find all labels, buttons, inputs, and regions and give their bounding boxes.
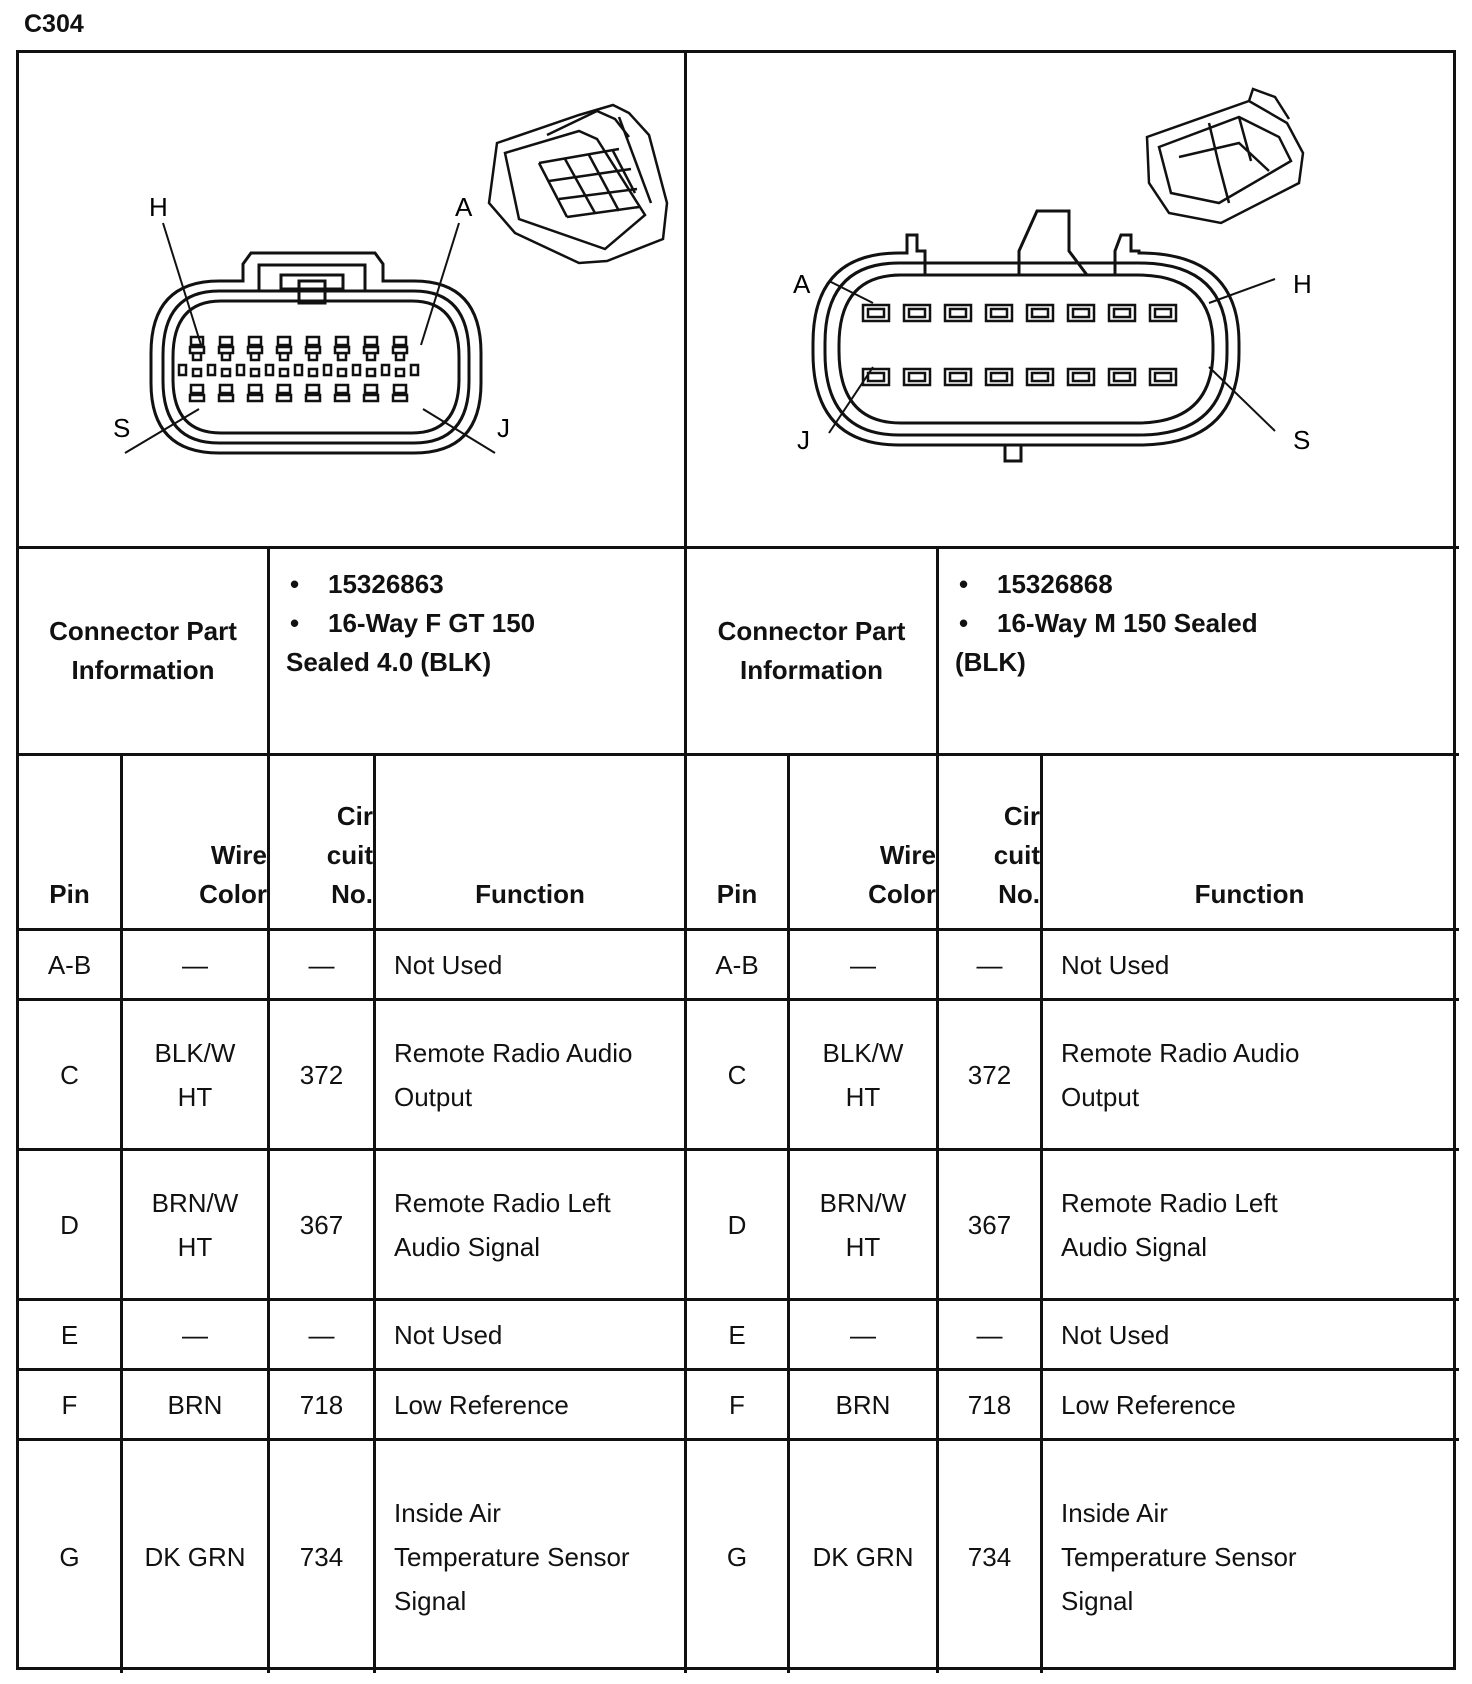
terminal-cavity bbox=[307, 337, 319, 345]
pin-cell bbox=[687, 1441, 787, 1673]
male-connector-diagram bbox=[739, 53, 1459, 549]
terminal-cavity bbox=[306, 347, 320, 353]
pin-cell-text: C bbox=[60, 1059, 79, 1090]
circuit-cell bbox=[270, 1371, 373, 1438]
function-cell-text: Audio Signal bbox=[394, 1231, 540, 1262]
wire-color-cell bbox=[790, 1001, 936, 1148]
pin-label-h-male: H bbox=[1293, 269, 1312, 299]
wire-color-cell-text: — bbox=[850, 949, 876, 980]
pin-cell-text: F bbox=[61, 1389, 78, 1420]
pin-label-a: A bbox=[455, 192, 473, 222]
pin-cell-text: F bbox=[729, 1389, 745, 1420]
function-cell-text: Remote Radio Audio bbox=[1061, 1037, 1300, 1068]
function-cell-text: Low Reference bbox=[394, 1389, 569, 1420]
wire-color-cell bbox=[123, 1001, 267, 1148]
function-cell-text: Temperature Sensor bbox=[394, 1542, 630, 1572]
terminal-cavity bbox=[278, 337, 290, 345]
pin-label-j: J bbox=[497, 413, 510, 443]
pin-cell bbox=[19, 1151, 120, 1298]
wire-color-cell bbox=[123, 1371, 267, 1438]
wire-color-cell bbox=[123, 1441, 267, 1673]
wire-color-cell-text: BLK/W bbox=[154, 1037, 236, 1068]
terminal-cavity bbox=[190, 395, 204, 401]
pin-cell bbox=[687, 1371, 787, 1438]
terminal-cavity bbox=[336, 337, 348, 345]
function-cell-text: Remote Radio Left bbox=[394, 1187, 611, 1218]
pin-cell-text: E bbox=[728, 1319, 746, 1350]
part-description: 16-Way F GT 150 bbox=[328, 608, 536, 638]
terminal-cavity bbox=[309, 369, 317, 376]
part-description-cont: (BLK) bbox=[955, 647, 1026, 677]
part-info-right: • 15326868 • 16-Way M 150 Sealed (BLK) bbox=[939, 549, 1456, 753]
circuit-cell bbox=[270, 1441, 373, 1673]
circuit-cell-text: — bbox=[308, 1319, 335, 1350]
pin-socket-inner bbox=[1032, 373, 1048, 381]
circuit-cell bbox=[270, 1151, 373, 1298]
circuit-cell-text: — bbox=[308, 949, 335, 980]
terminal-cavity bbox=[393, 395, 407, 401]
header-pin: Pin bbox=[49, 879, 90, 909]
circuit-cell-text: 372 bbox=[967, 1059, 1012, 1090]
terminal-key bbox=[266, 365, 273, 375]
function-cell-text: Inside Air bbox=[1061, 1498, 1168, 1528]
function-cell-text: Output bbox=[394, 1081, 473, 1112]
function-cell bbox=[376, 1151, 684, 1298]
header-function: Function bbox=[475, 879, 585, 909]
terminal-cavity bbox=[219, 347, 233, 353]
part-number: 15326868 bbox=[997, 569, 1113, 599]
pin-cell-text: G bbox=[726, 1542, 748, 1572]
male-connector-iso bbox=[1147, 89, 1303, 223]
terminal-cavity bbox=[219, 395, 233, 401]
pin-socket-inner bbox=[1114, 373, 1130, 381]
pin-cell bbox=[687, 1151, 787, 1298]
circuit-cell bbox=[270, 1301, 373, 1368]
function-cell-text: Signal bbox=[394, 1586, 467, 1616]
function-cell bbox=[376, 1301, 684, 1368]
wire-color-cell-text: — bbox=[850, 1319, 876, 1350]
function-cell bbox=[1043, 1301, 1456, 1368]
function-cell bbox=[1043, 931, 1456, 998]
header-wire-color: Wire Color bbox=[868, 840, 936, 909]
terminal-key bbox=[208, 365, 215, 375]
pin-cell-text: E bbox=[60, 1319, 79, 1350]
function-cell-text: Not Used bbox=[1061, 949, 1170, 980]
circuit-cell bbox=[270, 931, 373, 998]
circuit-cell-text: 718 bbox=[299, 1389, 344, 1420]
terminal-cavity bbox=[249, 385, 261, 393]
function-cell-text: Audio Signal bbox=[1061, 1231, 1207, 1262]
pin-socket-inner bbox=[1073, 373, 1089, 381]
terminal-cavity bbox=[364, 395, 378, 401]
wire-color-cell bbox=[123, 1151, 267, 1298]
connector-part-label-right: Connector Part Information bbox=[717, 616, 906, 685]
pin-socket-inner bbox=[991, 373, 1007, 381]
wire-color-cell bbox=[790, 1371, 936, 1438]
function-cell bbox=[376, 1001, 684, 1148]
wire-color-cell-text: HT bbox=[845, 1231, 881, 1262]
terminal-cavity bbox=[220, 337, 232, 345]
circuit-cell bbox=[270, 1001, 373, 1148]
pin-cell-text: D bbox=[60, 1209, 79, 1240]
pin-label-h: H bbox=[149, 192, 168, 222]
terminal-key bbox=[179, 365, 186, 375]
circuit-cell bbox=[939, 1001, 1040, 1148]
terminal-cavity bbox=[394, 385, 406, 393]
terminal-cavity bbox=[251, 369, 259, 376]
terminal-cavity bbox=[365, 385, 377, 393]
circuit-cell-text: 734 bbox=[967, 1542, 1012, 1572]
terminal-cavity bbox=[248, 395, 262, 401]
function-cell bbox=[376, 1371, 684, 1438]
header-circuit: Cir cuit No. bbox=[993, 801, 1040, 909]
pin-cell bbox=[19, 931, 120, 998]
function-cell-text: Not Used bbox=[394, 949, 503, 980]
circuit-cell bbox=[939, 1441, 1040, 1673]
function-cell-text: Remote Radio Left bbox=[1061, 1187, 1278, 1218]
wire-color-cell-text: BRN bbox=[167, 1389, 223, 1420]
header-circuit: Cir cuit No. bbox=[326, 801, 373, 909]
terminal-cavity bbox=[220, 385, 232, 393]
wire-color-cell-text: BRN bbox=[835, 1389, 891, 1420]
pin-cell-text: G bbox=[59, 1542, 80, 1572]
pin-socket-inner bbox=[868, 309, 884, 317]
pin-socket-inner bbox=[1155, 309, 1171, 317]
part-description-cont: Sealed 4.0 (BLK) bbox=[286, 647, 492, 677]
pin-cell bbox=[19, 1371, 120, 1438]
function-cell-text: Not Used bbox=[1061, 1319, 1170, 1350]
circuit-cell bbox=[939, 1301, 1040, 1368]
pin-cell-text: A-B bbox=[47, 949, 92, 980]
terminal-cavity bbox=[190, 347, 204, 353]
wire-color-cell-text: HT bbox=[177, 1231, 213, 1262]
function-cell bbox=[376, 931, 684, 998]
wire-color-cell bbox=[790, 1151, 936, 1298]
header-wire-color: Wire Color bbox=[199, 840, 267, 909]
pin-socket-inner bbox=[950, 373, 966, 381]
pin-socket-inner bbox=[1114, 309, 1130, 317]
circuit-cell bbox=[939, 931, 1040, 998]
terminal-cavity bbox=[222, 369, 230, 376]
terminal-cavity bbox=[396, 369, 404, 376]
female-connector-iso bbox=[489, 105, 667, 263]
part-number: 15326863 bbox=[328, 569, 444, 599]
wire-color-cell-text: DK GRN bbox=[812, 1542, 914, 1572]
pin-cell bbox=[19, 1001, 120, 1148]
function-cell-text: Not Used bbox=[394, 1319, 503, 1350]
pin-label-a-male: A bbox=[793, 269, 811, 299]
function-cell-text: Remote Radio Audio bbox=[394, 1037, 633, 1068]
terminal-cavity bbox=[278, 385, 290, 393]
part-description: 16-Way M 150 Sealed bbox=[997, 608, 1258, 638]
circuit-cell-text: 734 bbox=[299, 1542, 344, 1572]
terminal-key bbox=[295, 365, 302, 375]
connector-table bbox=[16, 50, 1456, 1670]
terminal-cavity bbox=[364, 347, 378, 353]
pin-socket-inner bbox=[991, 309, 1007, 317]
pin-socket-inner bbox=[950, 309, 966, 317]
terminal-cavity bbox=[307, 385, 319, 393]
function-cell bbox=[1043, 1001, 1456, 1148]
page-title: C304 bbox=[24, 10, 84, 38]
terminal-cavity bbox=[277, 347, 291, 353]
circuit-cell-text: — bbox=[976, 1319, 1003, 1350]
terminal-cavity bbox=[280, 369, 288, 376]
pin-cell bbox=[687, 931, 787, 998]
circuit-cell-text: 372 bbox=[299, 1059, 344, 1090]
wire-color-cell bbox=[123, 1301, 267, 1368]
pin-label-s: S bbox=[113, 413, 131, 443]
circuit-cell-text: 367 bbox=[967, 1209, 1012, 1240]
pin-socket-inner bbox=[868, 373, 884, 381]
function-cell bbox=[1043, 1441, 1456, 1673]
pin-cell bbox=[687, 1001, 787, 1148]
terminal-key bbox=[382, 365, 389, 375]
terminal-cavity bbox=[338, 369, 346, 376]
terminal-cavity bbox=[335, 347, 349, 353]
pin-socket-inner bbox=[1073, 309, 1089, 317]
wire-color-cell-text: HT bbox=[177, 1081, 213, 1112]
wire-color-cell-text: BLK/W bbox=[822, 1037, 904, 1068]
part-info-left: • 15326863 • 16-Way F GT 150 Sealed 4.0 (BLK) bbox=[270, 549, 684, 753]
pin-cell bbox=[19, 1441, 120, 1673]
terminal-key bbox=[237, 365, 244, 375]
function-cell-text: Output bbox=[1061, 1081, 1140, 1112]
wire-color-cell-text: BRN/W bbox=[819, 1187, 907, 1218]
terminal-cavity bbox=[306, 395, 320, 401]
pin-cell-text: A-B bbox=[715, 949, 759, 980]
pin-socket-inner bbox=[1155, 373, 1171, 381]
terminal-key bbox=[411, 365, 418, 375]
wire-color-cell-text: HT bbox=[845, 1081, 881, 1112]
function-cell-text: Temperature Sensor bbox=[1061, 1542, 1297, 1572]
terminal-cavity bbox=[393, 347, 407, 353]
terminal-key bbox=[353, 365, 360, 375]
terminal-cavity bbox=[336, 385, 348, 393]
function-cell-text: Low Reference bbox=[1061, 1389, 1236, 1420]
wire-color-cell bbox=[123, 931, 267, 998]
terminal-cavity bbox=[335, 395, 349, 401]
terminal-cavity bbox=[191, 385, 203, 393]
header-pin: Pin bbox=[716, 879, 758, 909]
header-function: Function bbox=[1194, 879, 1305, 909]
function-cell bbox=[1043, 1151, 1456, 1298]
female-connector-diagram bbox=[19, 53, 739, 549]
function-cell-text: Inside Air bbox=[394, 1498, 501, 1528]
wire-color-cell bbox=[790, 1301, 936, 1368]
pin-label-s-male: S bbox=[1293, 425, 1311, 455]
pin-cell bbox=[19, 1301, 120, 1368]
pin-socket-inner bbox=[1032, 309, 1048, 317]
terminal-cavity bbox=[367, 369, 375, 376]
circuit-cell-text: — bbox=[976, 949, 1003, 980]
terminal-cavity bbox=[193, 369, 201, 376]
pin-socket-inner bbox=[909, 309, 925, 317]
terminal-cavity bbox=[394, 337, 406, 345]
pin-label-j-male: J bbox=[797, 425, 810, 455]
circuit-cell bbox=[939, 1151, 1040, 1298]
terminal-cavity bbox=[249, 337, 261, 345]
pin-cell-text: C bbox=[727, 1059, 747, 1090]
function-cell bbox=[376, 1441, 684, 1673]
wire-color-cell-text: DK GRN bbox=[144, 1542, 246, 1572]
wire-color-cell bbox=[790, 931, 936, 998]
wire-color-cell-text: — bbox=[182, 1319, 208, 1350]
pin-cell bbox=[687, 1301, 787, 1368]
wire-color-cell-text: — bbox=[182, 949, 208, 980]
terminal-cavity bbox=[365, 337, 377, 345]
pin-cell-text: D bbox=[727, 1209, 747, 1240]
pin-socket-inner bbox=[909, 373, 925, 381]
terminal-key bbox=[324, 365, 331, 375]
wire-color-cell-text: BRN/W bbox=[151, 1187, 239, 1218]
function-cell-text: Signal bbox=[1061, 1586, 1134, 1616]
terminal-cavity bbox=[277, 395, 291, 401]
circuit-cell bbox=[939, 1371, 1040, 1438]
function-cell bbox=[1043, 1371, 1456, 1438]
circuit-cell-text: 718 bbox=[967, 1389, 1012, 1420]
terminal-cavity bbox=[248, 347, 262, 353]
circuit-cell-text: 367 bbox=[299, 1209, 344, 1240]
wire-color-cell bbox=[790, 1441, 936, 1673]
connector-part-label-left: Connector Part Information bbox=[49, 616, 237, 685]
